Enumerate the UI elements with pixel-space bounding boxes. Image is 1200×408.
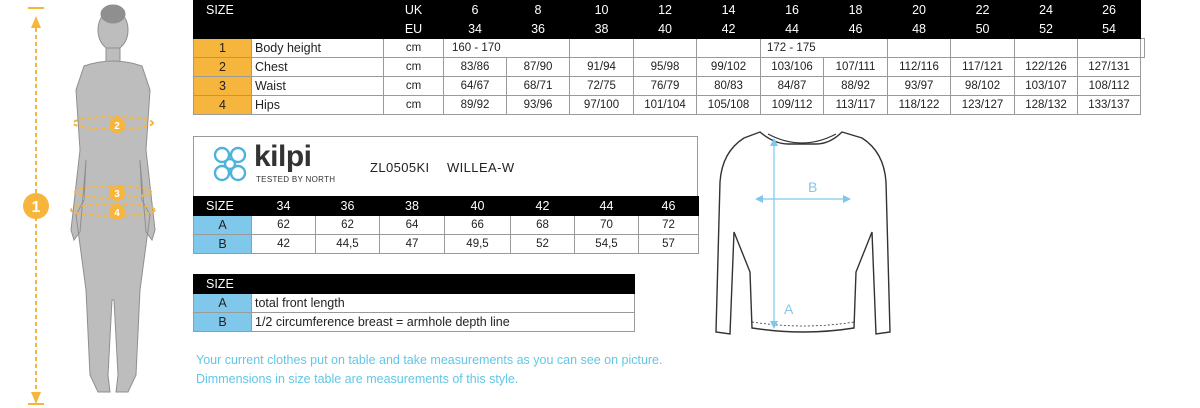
style-size-label: SIZE xyxy=(194,197,252,216)
svg-text:4: 4 xyxy=(114,208,120,219)
marker-4 xyxy=(109,204,125,220)
size-cell: 18 xyxy=(824,1,888,20)
table-cell: 118/122 xyxy=(888,96,951,115)
size-cell: 22 xyxy=(951,1,1015,20)
size-cell: 42 xyxy=(697,20,761,39)
size-cell: 38 xyxy=(380,197,445,216)
system-uk: UK xyxy=(384,1,444,20)
table-cell: 93/97 xyxy=(888,77,951,96)
row-label: Hips xyxy=(252,96,384,115)
style-header-row xyxy=(194,197,699,216)
table-cell: 72/75 xyxy=(570,77,634,96)
size-cell: 44 xyxy=(575,197,639,216)
table-cell: 66 xyxy=(445,216,511,235)
size-cell: 48 xyxy=(888,20,951,39)
marker-3 xyxy=(109,185,125,201)
table-cell: 80/83 xyxy=(697,77,761,96)
table-row-waist xyxy=(194,77,1145,96)
row-number: 4 xyxy=(194,96,252,115)
table-cell: 52 xyxy=(511,235,575,254)
style-size-table xyxy=(193,196,699,254)
legend-size-label: SIZE xyxy=(194,275,635,294)
note-dimensions: Dimmensions in size table are measurements of this style. xyxy=(196,372,519,386)
table-cell: 101/104 xyxy=(634,96,697,115)
size-cell: 6 xyxy=(444,1,507,20)
table-cell: 97/100 xyxy=(570,96,634,115)
size-header-eu xyxy=(194,20,1145,39)
table-row-body-height xyxy=(194,39,1145,58)
table-cell: 123/127 xyxy=(951,96,1015,115)
row-label: A xyxy=(194,294,252,313)
system-eu: EU xyxy=(384,20,444,39)
table-cell: 117/121 xyxy=(951,58,1015,77)
table-cell: 83/86 xyxy=(444,58,507,77)
table-cell: 112/116 xyxy=(888,58,951,77)
size-cell: 12 xyxy=(634,1,697,20)
size-header-uk xyxy=(194,1,1145,20)
legend-row-a xyxy=(194,294,635,313)
product-code: ZL0505KI xyxy=(370,160,430,175)
size-cell: 38 xyxy=(570,20,634,39)
table-cell: 99/102 xyxy=(697,58,761,77)
table-cell: 108/112 xyxy=(1078,77,1141,96)
row-number: 3 xyxy=(194,77,252,96)
table-cell: 62 xyxy=(316,216,380,235)
table-cell: 49,5 xyxy=(445,235,511,254)
row-unit: cm xyxy=(384,58,444,77)
svg-text:1: 1 xyxy=(31,199,41,216)
table-cell: 47 xyxy=(380,235,445,254)
size-cell: 34 xyxy=(252,197,316,216)
table-cell: 122/126 xyxy=(1015,58,1078,77)
size-cell: 26 xyxy=(1078,1,1141,20)
table-cell: 107/111 xyxy=(824,58,888,77)
table-cell: 54,5 xyxy=(575,235,639,254)
table-row-chest xyxy=(194,58,1145,77)
row-unit: cm xyxy=(384,77,444,96)
size-cell: 50 xyxy=(951,20,1015,39)
table-cell: 103/107 xyxy=(1015,77,1078,96)
table-cell: 76/79 xyxy=(634,77,697,96)
size-cell: 16 xyxy=(761,1,824,20)
table-cell: 88/92 xyxy=(824,77,888,96)
row-number: 2 xyxy=(194,58,252,77)
table-cell: 68/71 xyxy=(507,77,570,96)
size-cell: 40 xyxy=(634,20,697,39)
table-cell: 64 xyxy=(380,216,445,235)
body-height-range: 160 - 170 xyxy=(444,39,570,58)
table-cell: 70 xyxy=(575,216,639,235)
table-cell: 93/96 xyxy=(507,96,570,115)
marker-1 xyxy=(23,193,49,219)
table-cell: 91/94 xyxy=(570,58,634,77)
table-cell: 109/112 xyxy=(761,96,824,115)
note-measure: Your current clothes put on table and take measurements as you can see on picture. xyxy=(196,353,663,367)
size-cell: 52 xyxy=(1015,20,1078,39)
legend-text: total front length xyxy=(252,294,635,313)
legend-table xyxy=(193,274,635,332)
size-label-empty xyxy=(194,20,384,39)
row-number: 1 xyxy=(194,39,252,58)
size-cell: 46 xyxy=(639,197,699,216)
table-row-hips xyxy=(194,96,1145,115)
row-label: Body height xyxy=(252,39,384,58)
table-cell: 44,5 xyxy=(316,235,380,254)
table-cell: 72 xyxy=(639,216,699,235)
size-cell: 10 xyxy=(570,1,634,20)
kilpi-logo-icon xyxy=(210,143,250,189)
table-cell: 133/137 xyxy=(1078,96,1141,115)
size-table xyxy=(193,0,1145,115)
legend-row-b xyxy=(194,313,635,332)
table-cell: 62 xyxy=(252,216,316,235)
body-height-range: 172 - 175 xyxy=(761,39,888,58)
row-label: A xyxy=(194,216,252,235)
table-cell: 68 xyxy=(511,216,575,235)
table-cell: 84/87 xyxy=(761,77,824,96)
size-cell: 54 xyxy=(1078,20,1141,39)
size-cell: 20 xyxy=(888,1,951,20)
garment-label-a: A xyxy=(784,301,794,317)
size-label: SIZE xyxy=(194,1,384,20)
table-cell: 127/131 xyxy=(1078,58,1141,77)
table-cell: 57 xyxy=(639,235,699,254)
garment-sketch xyxy=(712,122,898,344)
svg-text:3: 3 xyxy=(114,189,120,200)
size-cell: 44 xyxy=(761,20,824,39)
table-cell: 98/102 xyxy=(951,77,1015,96)
legend-text: 1/2 circumference breast = armhole depth line xyxy=(252,313,635,332)
table-cell: 128/132 xyxy=(1015,96,1078,115)
size-cell: 46 xyxy=(824,20,888,39)
size-cell: 42 xyxy=(511,197,575,216)
brand-name: kilpi xyxy=(254,140,312,173)
size-cell: 8 xyxy=(507,1,570,20)
row-label: B xyxy=(194,235,252,254)
body-figure xyxy=(0,0,190,408)
row-label: Waist xyxy=(252,77,384,96)
size-cell: 14 xyxy=(697,1,761,20)
table-cell: 103/106 xyxy=(761,58,824,77)
table-cell: 42 xyxy=(252,235,316,254)
brand-tagline: TESTED BY NORTH xyxy=(256,175,336,184)
table-cell: 113/117 xyxy=(824,96,888,115)
product-name: WILLEA-W xyxy=(447,160,515,175)
table-cell: 105/108 xyxy=(697,96,761,115)
style-row-a xyxy=(194,216,699,235)
svg-text:2: 2 xyxy=(114,121,120,132)
marker-2 xyxy=(109,117,125,133)
table-cell: 89/92 xyxy=(444,96,507,115)
row-label: B xyxy=(194,313,252,332)
row-label: Chest xyxy=(252,58,384,77)
row-unit: cm xyxy=(384,96,444,115)
garment-label-b: B xyxy=(808,179,818,195)
size-cell: 40 xyxy=(445,197,511,216)
size-cell: 36 xyxy=(507,20,570,39)
size-cell: 36 xyxy=(316,197,380,216)
style-row-b xyxy=(194,235,699,254)
legend-header-row xyxy=(194,275,635,294)
table-cell: 64/67 xyxy=(444,77,507,96)
row-unit: cm xyxy=(384,39,444,58)
table-cell: 87/90 xyxy=(507,58,570,77)
size-cell: 24 xyxy=(1015,1,1078,20)
product-header xyxy=(193,136,698,196)
size-cell: 34 xyxy=(444,20,507,39)
table-cell: 95/98 xyxy=(634,58,697,77)
